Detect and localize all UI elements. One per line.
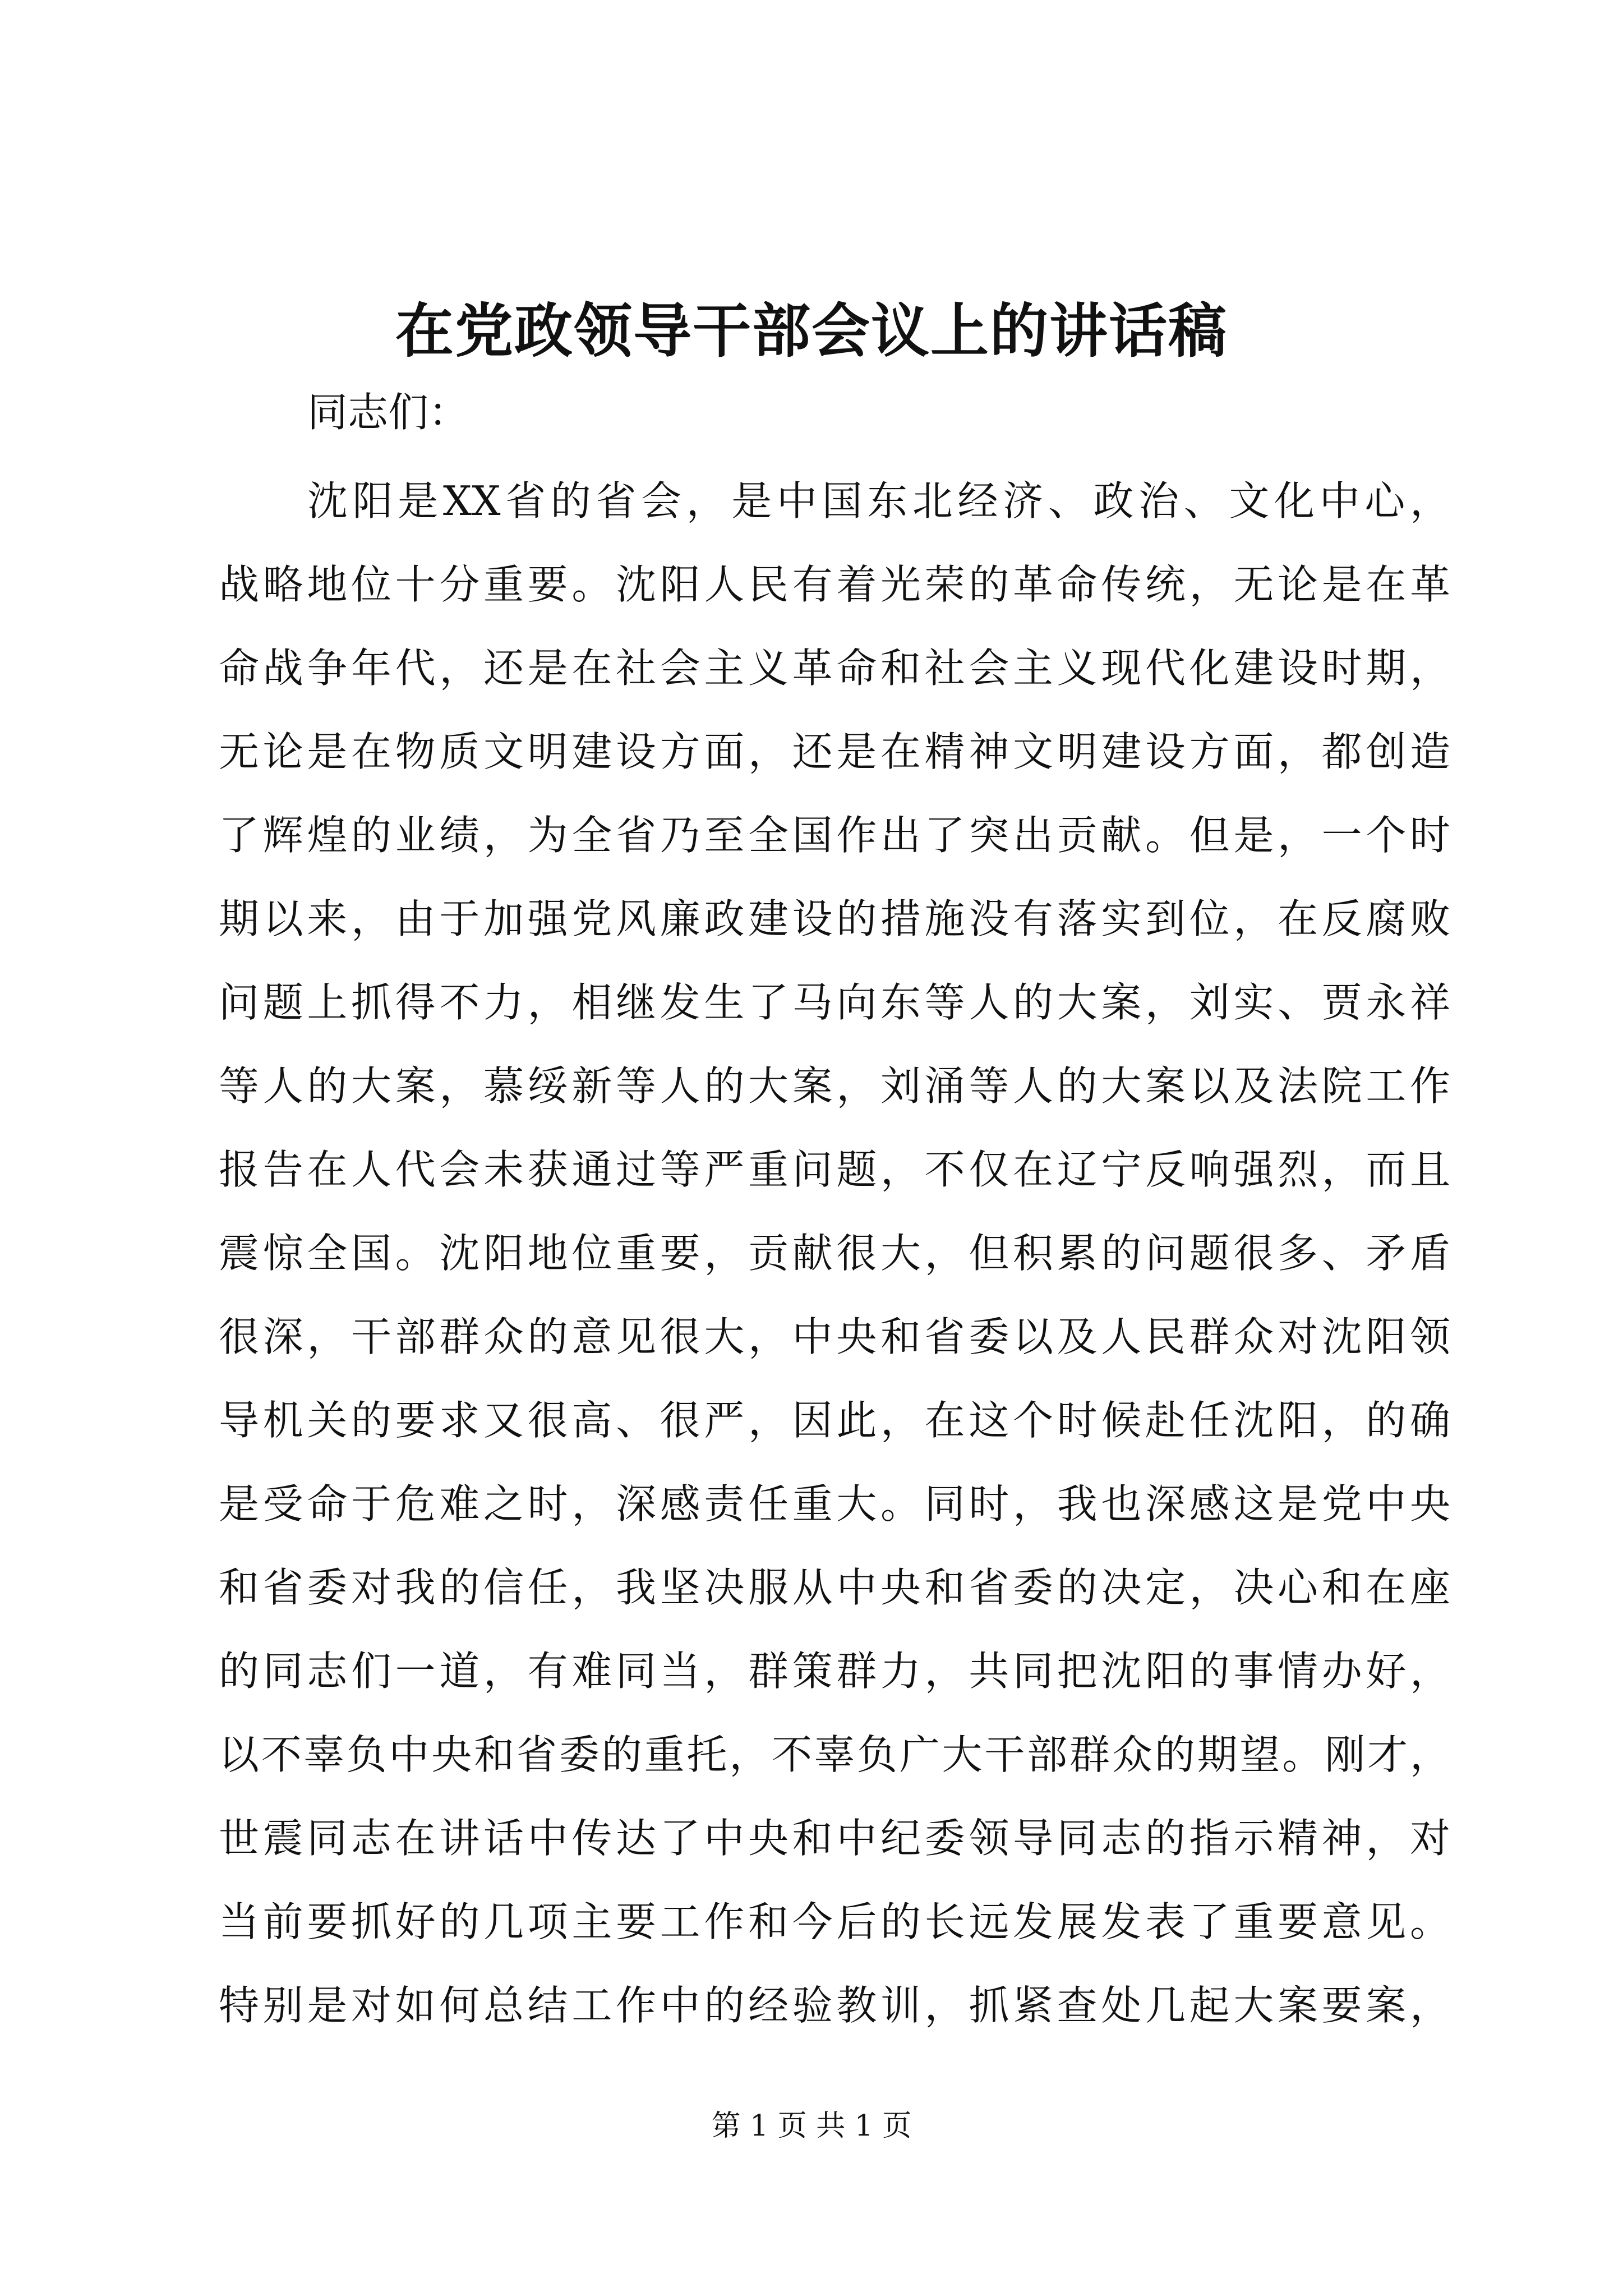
body-line: 等人的大案，慕绥新等人的大案，刘涌等人的大案以及法院工作 <box>219 1062 1450 1110</box>
page-number: 第 1 页 共 1 页 <box>711 2109 912 2143</box>
body-line: 了辉煌的业绩，为全省乃至全国作出了突出贡献。但是，一个时 <box>219 812 1450 859</box>
body-text <box>219 470 1453 2058</box>
body-line: 导机关的要求又很高、很严，因此，在这个时候赴任沈阳，的确 <box>219 1397 1450 1444</box>
body-line: 当前要抓好的几项主要工作和今后的长远发展发表了重要意见。 <box>219 1898 1450 1945</box>
body-line: 震惊全国。沈阳地位重要，贡献很大，但积累的问题很多、矛盾 <box>219 1230 1450 1277</box>
body-line: 是受命于危难之时，深感责任重大。同时，我也深感这是党中央 <box>219 1480 1450 1527</box>
body-line: 以不辜负中央和省委的重托，不辜负广大干部群众的期望。刚才， <box>219 1731 1450 1778</box>
body-line: 很深，干部群众的意见很大，中央和省委以及人民群众对沈阳领 <box>219 1313 1450 1360</box>
body-line: 命战争年代，还是在社会主义革命和社会主义现代化建设时期， <box>219 645 1450 692</box>
body-line: 报告在人代会未获通过等严重问题，不仅在辽宁反响强烈，而且 <box>219 1146 1450 1193</box>
document-title: 在党政领导干部会议上的讲话稿 <box>395 296 1228 365</box>
body-line: 战略地位十分重要。沈阳人民有着光荣的革命传统，无论是在革 <box>219 561 1450 608</box>
body-line: 沈阳是XX省的省会，是中国东北经济、政治、文化中心， <box>307 477 1450 524</box>
body-line: 特别是对如何总结工作中的经验教训，抓紧查处几起大案要案， <box>219 1982 1450 2029</box>
body-line: 和省委对我的信任，我坚决服从中央和省委的决定，决心和在座 <box>219 1564 1450 1611</box>
body-line: 问题上抓得不力，相继发生了马向东等人的大案，刘实、贾永祥 <box>219 979 1450 1026</box>
body-line: 的同志们一道，有难同当，群策群力，共同把沈阳的事情办好， <box>219 1648 1450 1695</box>
body-line: 期以来，由于加强党风廉政建设的措施没有落实到位，在反腐败 <box>219 895 1450 942</box>
body-line: 世震同志在讲话中传达了中央和中纪委领导同志的指示精神，对 <box>219 1815 1450 1862</box>
greeting-text: 同志们： <box>307 389 469 436</box>
body-line: 无论是在物质文明建设方面，还是在精神文明建设方面，都创造 <box>219 728 1450 775</box>
